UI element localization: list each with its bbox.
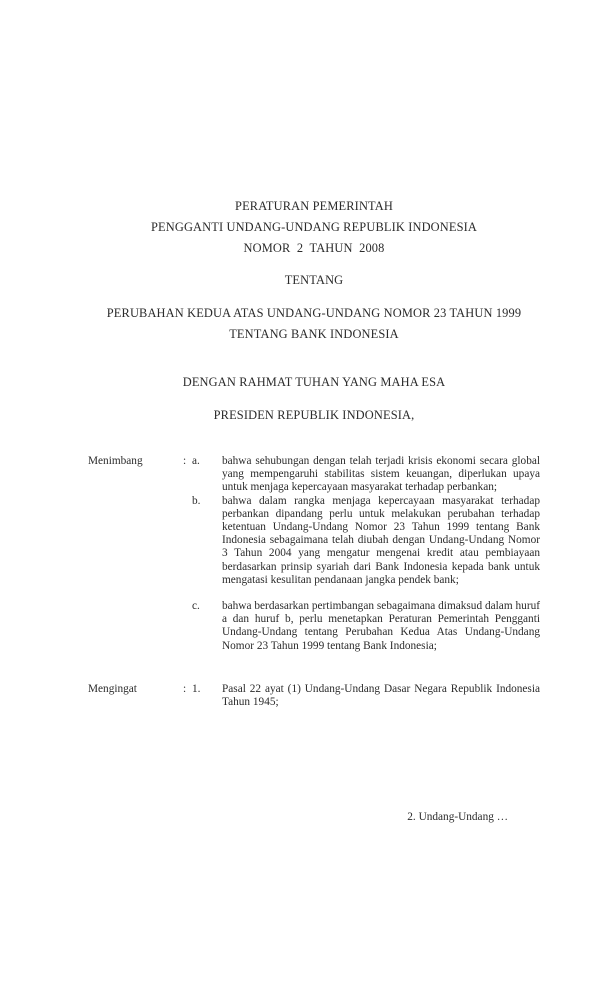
clause-row-menimbang-c bbox=[88, 600, 540, 653]
page-catchword: 2. Undang-Undang … bbox=[407, 811, 508, 823]
blessing-line: DENGAN RAHMAT TUHAN YANG MAHA ESA bbox=[182, 375, 446, 389]
mengingat-text-1: Pasal 22 ayat (1) Undang-Undang Dasar Negara Republik Indonesia Tahun 1945; bbox=[222, 682, 540, 709]
menimbang-marker-b: b. bbox=[192, 494, 201, 507]
preamble-spacer bbox=[88, 392, 540, 405]
document-title-block bbox=[88, 196, 540, 345]
mengingat-label: Mengingat bbox=[88, 682, 137, 695]
title-spacer-2 bbox=[88, 291, 540, 303]
clause-row-menimbang-a bbox=[88, 455, 540, 495]
menimbang-label: Menimbang bbox=[88, 455, 143, 467]
menimbang-text-b: bahwa dalam rangka menjaga kepercayaan masyarakat terhadap perbankan dipandang perlu untuk melakukan perubahan terhadap ketentuan Undang-Undang Nomor 23 Tahun 1999 tentang Bank Indonesia sebagaimana telah diubah dengan Undang-Undang Nomor 3 Tahun 2004 yang mengatur mengenai kredit atau pembiayaan berdasarkan prinsip syariah dari Bank Indonesia kepada bank untuk mengatasi kesulitan pendanaan jangka pendek bank; bbox=[222, 494, 540, 586]
menimbang-marker-a: a. bbox=[192, 455, 200, 467]
title-line-subject-1: PERUBAHAN KEDUA ATAS UNDANG-UNDANG NOMOR 23 TAHUN 1999 bbox=[106, 306, 522, 320]
menimbang-colon: : bbox=[183, 455, 187, 467]
menimbang-text-a: bahwa sehubungan dengan telah terjadi krisis ekonomi secara global yang mempengaruhi stabilitas sistem keuangan, diperlukan upaya untuk menjaga kepercayaan masyarakat terhadap perbankan; bbox=[222, 455, 540, 494]
mengingat-colon: : bbox=[183, 682, 187, 695]
title-line-regulation-type: PERATURAN PEMERINTAH bbox=[235, 199, 393, 213]
clauses-section bbox=[88, 455, 540, 709]
clause-row-mengingat-1 bbox=[88, 683, 540, 709]
menimbang-text-c: bahwa berdasarkan pertimbangan sebagaimana dimaksud dalam huruf a dan huruf b, perlu menetapkan Peraturan Pemerintah Pengganti Undang-Undang tentang Perubahan Kedua Atas Undang-Undang Nomor 23 Tahun 1999 tentang Bank Indonesia; bbox=[222, 600, 540, 652]
menimbang-marker-c: c. bbox=[192, 600, 200, 613]
document-body bbox=[88, 196, 540, 709]
mengingat-marker-1: 1. bbox=[192, 682, 201, 695]
document-preamble-block bbox=[88, 372, 540, 425]
title-line-number-year: NOMOR 2 TAHUN 2008 bbox=[243, 241, 385, 255]
title-line-tentang: TENTANG bbox=[284, 273, 344, 287]
clause-row-menimbang-b bbox=[88, 495, 540, 587]
authority-line: PRESIDEN REPUBLIK INDONESIA, bbox=[213, 408, 415, 422]
title-line-subject-2: TENTANG BANK INDONESIA bbox=[229, 327, 399, 341]
title-spacer-1 bbox=[88, 259, 540, 270]
title-line-regulation-subtype: PENGGANTI UNDANG-UNDANG REPUBLIK INDONESIA bbox=[150, 220, 478, 234]
